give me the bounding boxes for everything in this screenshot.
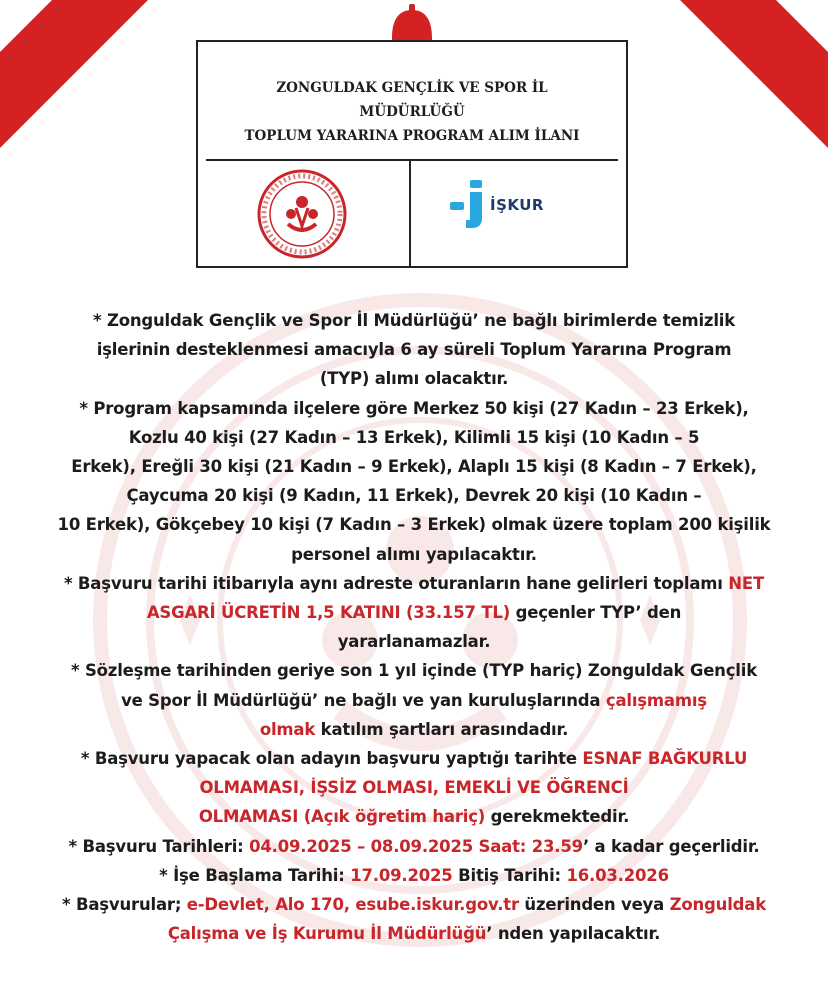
p2-line-6: personel alımı yapılacaktır. (291, 544, 537, 564)
p2-line-5: 10 Erkek), Gökçebey 10 kişi (7 Kadın – 3 Erkek) olmak üzere toplam 200 kişilik (57, 515, 771, 535)
iskur-mark-icon (450, 180, 490, 230)
p4-line-2-text: ve Spor İl Müdürlüğü’ ne bağlı ve yan kuruluşlarında (121, 690, 606, 710)
p5-line-1 (0, 744, 828, 773)
p4-line-1: * Sözleşme tarihinden geriye son 1 yıl içinde (TYP hariç) Zonguldak Gençlik (71, 661, 757, 681)
p1-line-3: (TYP) alımı olacaktır. (319, 369, 509, 389)
p1-line-1: * Zonguldak Gençlik ve Spor İl Müdürlüğü’ ne bağlı birimlerde temizlik (92, 311, 736, 330)
p7-start-label: * İşe Başlama Tarihi: (159, 865, 351, 885)
p3-line-2-text: geçenler TYP’ den (510, 603, 682, 623)
p8-suffix: ’ nden yapılacaktır. (486, 924, 661, 944)
p7-work-dates (0, 861, 828, 890)
p5-line-3 (0, 802, 828, 831)
p6-application-dates (0, 832, 828, 861)
p6-label: * Başvuru Tarihleri: (68, 836, 250, 856)
ministry-seal-logo (256, 168, 348, 260)
ribbon-left-decoration (0, 0, 170, 170)
p8-line-1 (0, 890, 828, 919)
p3-line-2 (0, 598, 828, 627)
p1-line-2: işlerinin desteklenmesi amacıyla 6 ay süreli Toplum Yararına Program (96, 340, 732, 360)
p5-line-1-text: * Başvuru yapacak olan adayın başvuru yaptığı tarihte (80, 749, 583, 769)
p8-middle: üzerinden veya (518, 895, 670, 915)
p8-line-2 (0, 919, 828, 948)
header-box (196, 40, 628, 268)
iskur-logo-text: İŞKUR (490, 196, 544, 214)
iskur-logo (450, 180, 590, 230)
p3-line-1-highlight: NET (728, 573, 765, 593)
p8-office-highlight-2: Çalışma ve İş Kurumu İl Müdürlüğü (167, 924, 487, 944)
p7-end-date: 16.03.2026 (566, 865, 669, 885)
title-line-3: TOPLUM YARARINA PROGRAM ALIM İLANI (244, 128, 580, 144)
announcement-title (198, 76, 626, 148)
p3-line-1-text: * Başvuru tarihi itibarıyla aynı adreste oturanların hane gelirleri toplamı (63, 573, 729, 593)
header-divider-vertical (409, 161, 411, 266)
p4-line-3-highlight: olmak (259, 719, 316, 739)
title-line-2: MÜDÜRLÜĞÜ (359, 104, 465, 120)
p5-line-2-highlight: OLMAMASI, İŞSİZ OLMASI, EMEKLİ VE ÖĞRENCİ (199, 778, 629, 798)
p6-suffix: ’ a kadar geçerlidir. (582, 836, 760, 856)
p4-line-2-highlight: çalışmamış (605, 690, 707, 710)
p5-line-3-highlight: OLMAMASI (Açık öğretim hariç) (198, 807, 486, 827)
p8-office-highlight-1: Zonguldak (669, 895, 766, 915)
p3-line-3: yararlanamazlar. (337, 632, 491, 652)
p7-end-label: Bitiş Tarihi: (452, 865, 567, 885)
p2-line-1: * Program kapsamında ilçelere göre Merkez 50 kişi (27 Kadın – 23 Erkek), (79, 398, 749, 418)
p3-line-2-highlight: ASGARİ ÜCRETİN 1,5 KATINI (33.157 TL) (146, 603, 511, 623)
p7-start-date: 17.09.2025 (350, 865, 453, 885)
p2-line-4: Çaycuma 20 kişi (9 Kadın, 11 Erkek), Devrek 20 kişi (10 Kadın – (126, 486, 702, 506)
p5-line-3-text: gerekmektedir. (485, 807, 630, 827)
p2-line-2: Kozlu 40 kişi (27 Kadın – 13 Erkek), Kilimli 15 kişi (10 Kadın – 5 (128, 427, 700, 447)
announcement-body (0, 306, 828, 948)
p2-line-3: Erkek), Ereğli 30 kişi (21 Kadın – 9 Erkek), Alaplı 15 kişi (8 Kadın – 7 Erkek), (71, 457, 757, 477)
title-line-1: ZONGULDAK GENÇLİK VE SPOR İL (276, 80, 548, 96)
header-divider-horizontal (206, 159, 618, 161)
p8-label: * Başvurular; (62, 895, 187, 915)
p3-line-1 (0, 569, 828, 598)
p6-dates-highlight: 04.09.2025 – 08.09.2025 Saat: 23.59 (249, 836, 583, 856)
ribbon-right-decoration (658, 0, 828, 170)
p4-line-2 (0, 686, 828, 715)
p8-channels-highlight: e-Devlet, Alo 170, esube.iskur.gov.tr (186, 895, 519, 915)
p5-line-1-highlight: ESNAF BAĞKURLU (582, 749, 748, 769)
p4-line-3 (0, 715, 828, 744)
p4-line-3-text: katılım şartları arasındadır. (315, 719, 569, 739)
